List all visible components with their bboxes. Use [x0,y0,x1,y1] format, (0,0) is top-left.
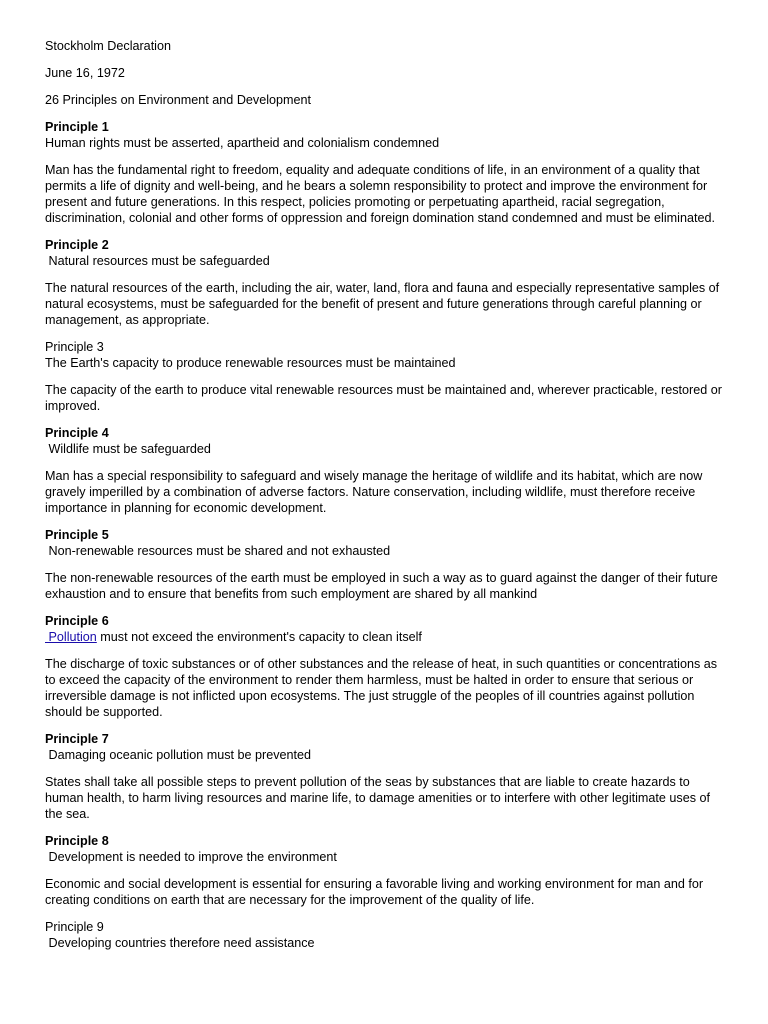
principle-body: The non-renewable resources of the earth must be employed in such a way as to guard against the danger of their future exhaustion and to ensure that benefits from such employment are shared by all mankind [45,571,718,601]
principle-body: The capacity of the earth to produce vital renewable resources must be maintained and, wherever practicable, restored or improved. [45,383,722,413]
principle-subtitle: The Earth's capacity to produce renewable resources must be maintained [45,356,456,370]
subtitle-text: must not exceed the environment's capacity to clean itself [96,630,422,644]
principle-subtitle: Developing countries therefore need assistance [45,936,315,950]
principle-heading: Principle 6 [45,614,109,628]
principle-heading: Principle 3 [45,340,104,354]
principle-subtitle [45,135,725,151]
pollution-link[interactable]: Pollution [45,630,97,644]
principle-subtitle [45,629,725,645]
principle-heading: Principle 1 [45,120,109,134]
document-date: June 16, 1972 [45,66,125,80]
principle-subtitle: Damaging oceanic pollution must be prevented [45,748,312,762]
document-subtitle: 26 Principles on Environment and Development [45,93,312,107]
principle-body: The discharge of toxic substances or of other substances and the release of heat, in such quantities or concentrations as to exceed the capacity of the environment to render them harmless, must be halted in order to ensure that serious or irreversible damage is not inflicted upon ecosystems. The just struggle of the peoples of ill countries against pollution should be supported. [45,657,718,719]
document-page [45,38,725,962]
principle-subtitle: Non-renewable resources must be shared and not exhausted [45,544,391,558]
principle-subtitle: Natural resources must be safeguarded [45,254,270,268]
principle-subtitle: Development is needed to improve the environment [45,850,337,864]
principle-5 [45,527,725,602]
principle-3 [45,339,725,414]
principle-heading: Principle 4 [45,426,109,440]
principle-heading: Principle 8 [45,834,109,848]
principle-body: Economic and social development is essential for ensuring a favorable living and working environment for man and for creating conditions on earth that are necessary for the improvement of the quality of life. [45,877,704,907]
principle-body: Man has a special responsibility to safeguard and wisely manage the heritage of wildlife and its habitat, which are now gravely imperilled by a combination of adverse factors. Nature conservation, including wildlife, must therefore receive importance in planning for economic development. [45,469,703,515]
principle-4 [45,425,725,516]
principle-heading: Principle 5 [45,528,109,542]
principle-7 [45,731,725,822]
subtitle-text: Human rights must be asserted, apartheid and colonialism condemned [45,136,440,150]
principle-body: Man has the fundamental right to freedom, equality and adequate conditions of life, in an environment of a quality that permits a life of dignity and well-being, and he bears a solemn responsibility to protect and improve the environment for present and future generations. In this respect, policies promoting or perpetuating apartheid, racial segregation, discrimination, colonial and other forms of oppression and foreign domination stand condemned and must be eliminated. [45,163,715,225]
document-title: Stockholm Declaration [45,39,171,53]
principle-heading: Principle 7 [45,732,109,746]
principle-body: States shall take all possible steps to prevent pollution of the seas by substances that are liable to create hazards to human health, to harm living resources and marine life, to damage amenities or to interfere with other legitimate uses of the sea. [45,775,711,821]
principle-heading: Principle 9 [45,920,104,934]
principle-body: The natural resources of the earth, including the air, water, land, flora and fauna and especially representative samples of natural ecosystems, must be safeguarded for the benefit of present and future generations through careful planning or management, as appropriate. [45,281,720,327]
principle-2 [45,237,725,328]
principle-6 [45,613,725,720]
principle-8 [45,833,725,908]
principle-subtitle: Wildlife must be safeguarded [45,442,211,456]
principle-heading: Principle 2 [45,238,109,252]
principle-1 [45,119,725,226]
principle-9 [45,919,725,951]
